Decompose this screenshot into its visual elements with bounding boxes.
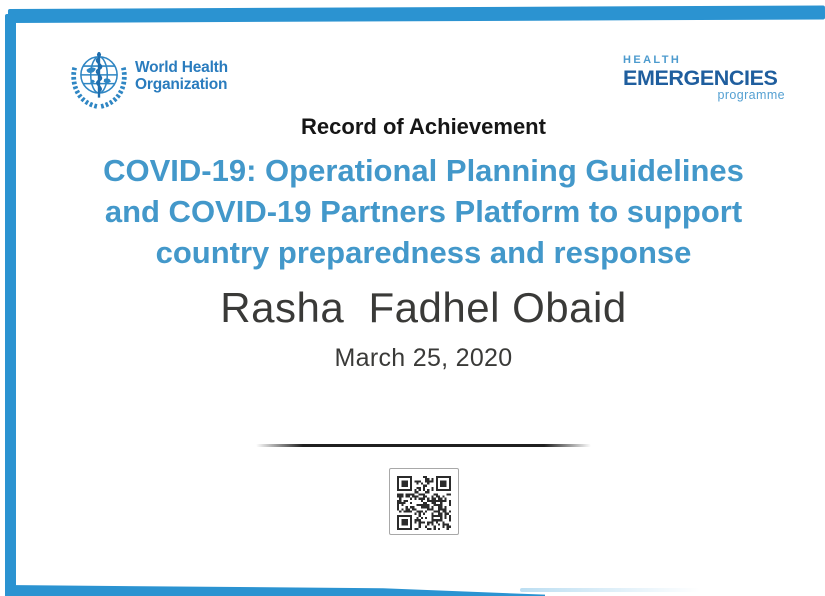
qr-code-wrap: [22, 468, 825, 540]
health-emergencies-line-emergencies: EMERGENCIES: [623, 66, 778, 90]
divider-line: [256, 444, 591, 447]
who-logo-text-line2: Organization: [135, 75, 228, 93]
course-title-line3: country preparedness and response: [155, 235, 692, 270]
qr-code: [389, 468, 459, 535]
who-logo: [70, 49, 228, 109]
completion-date: March 25, 2020: [334, 344, 513, 372]
course-title: [22, 150, 825, 273]
health-emergencies-line-programme: programme: [717, 88, 785, 102]
divider-line-wrap: [22, 434, 825, 452]
who-emblem-icon: [70, 49, 128, 109]
course-title-line1: COVID-19: Operational Planning Guidelines: [103, 153, 744, 188]
who-logo-text: [135, 60, 228, 93]
recipient-name: Rasha Fadhel Obaid: [220, 284, 627, 331]
who-logo-text-line1: World Health: [135, 59, 228, 76]
record-of-achievement-heading: Record of Achievement: [301, 114, 546, 139]
certificate-border-left: [5, 14, 16, 592]
health-emergencies-logo: [623, 55, 785, 102]
certificate-border-bottom-fade: [520, 588, 700, 592]
qr-code-pattern: [397, 476, 451, 530]
course-title-line2: and COVID-19 Partners Platform to support: [104, 194, 743, 229]
certificate-border-bottom: [5, 585, 545, 596]
health-emergencies-line-health: HEALTH: [623, 54, 682, 66]
certificate-border-top: [8, 5, 825, 23]
